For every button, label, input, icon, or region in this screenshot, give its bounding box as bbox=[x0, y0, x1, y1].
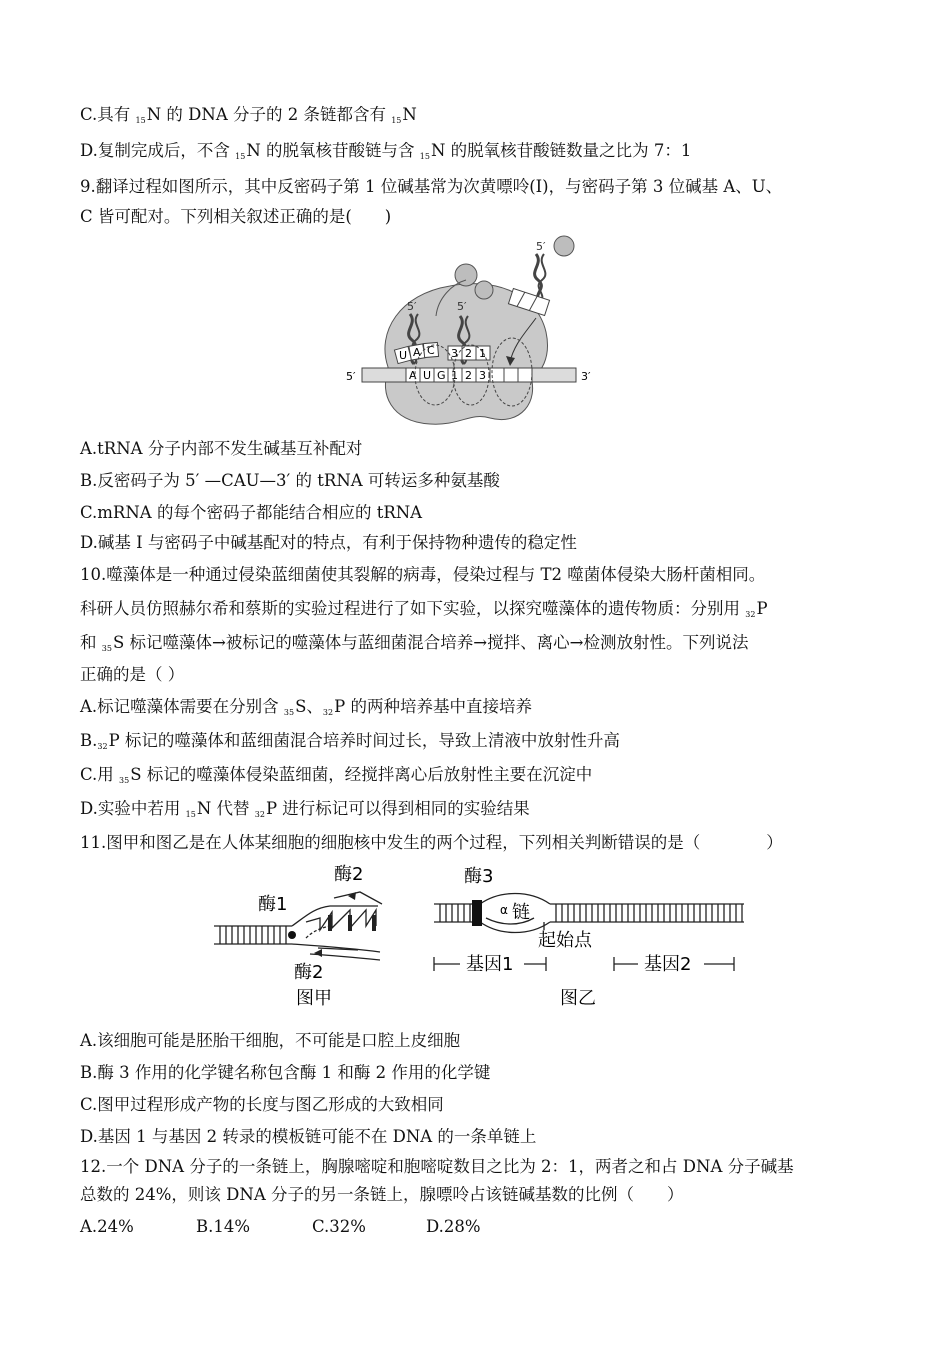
q11-option-a: A.该细胞可能是胚胎干细胞，不可能是口腔上皮细胞 bbox=[80, 1031, 461, 1050]
five-prime-label: 5′ bbox=[536, 240, 546, 253]
svg-text:3: 3 bbox=[479, 369, 486, 382]
q10-option-c: C.用 $_{35}$S 标记的噬藻体侵染蓝细菌，经搅拌离心后放射性主要在沉淀中 bbox=[80, 765, 593, 785]
q11-option-d: D.基因 1 与基因 2 转录的模板链可能不在 DNA 的一条单链上 bbox=[80, 1127, 537, 1146]
q12-stem-line2: 总数的 24%，则该 DNA 分子的另一条链上，腺嘌呤占该链碱基数的比例（ ） bbox=[80, 1185, 684, 1204]
mrna-5prime-label: 5′ bbox=[346, 370, 356, 383]
five-prime-label: 5′ bbox=[407, 300, 417, 313]
chain-label: 链 bbox=[512, 902, 530, 923]
replication-transcription-diagram bbox=[210, 860, 750, 1010]
q9-option-c: C.mRNA 的每个密码子都能结合相应的 tRNA bbox=[80, 503, 423, 522]
svg-text:A: A bbox=[413, 346, 421, 359]
enzyme1-label: 酶1 bbox=[258, 894, 288, 915]
q12-options bbox=[80, 1216, 890, 1238]
q11-stem: 11.图甲和图乙是在人体某细胞的细胞核中发生的两个过程，下列相关判断错误的是（ ） bbox=[80, 833, 783, 852]
mrna-3prime-label: 3′ bbox=[581, 370, 591, 383]
q9-option-b: B.反密码子为 5′ —CAU—3′ 的 tRNA 可转运多种氨基酸 bbox=[80, 471, 500, 490]
gene2-label: 基因2 bbox=[644, 954, 692, 975]
q10-option-d: D.实验中若用 $_{15}$N 代替 $_{32}$P 进行标记可以得到相同的实验结果 bbox=[80, 799, 530, 819]
q12-option-a: A.24% bbox=[80, 1217, 134, 1236]
q10-stem-line2: 科研人员仿照赫尔希和蔡斯的实验过程进行了如下实验，以探究噬藻体的遗传物质：分别用 $_{32}$P bbox=[80, 599, 768, 619]
svg-text:1: 1 bbox=[451, 369, 458, 382]
q9-stem-line2: C 皆可配对。下列相关叙述正确的是( ) bbox=[80, 207, 392, 226]
enzyme2-bottom-label: 酶2 bbox=[294, 962, 324, 983]
q10-stem-line1: 10.噬藻体是一种通过侵染蓝细菌使其裂解的病毒，侵染过程与 T2 噬菌体侵染大肠杆菌相同。 bbox=[80, 565, 766, 584]
q12-stem-line1: 12.一个 DNA 分子的一条链上，胸腺嘧啶和胞嘧啶数目之比为 2：1，两者之和占 DNA 分子碱基 bbox=[80, 1157, 794, 1176]
q9-option-a: A.tRNA 分子内部不发生碱基互补配对 bbox=[80, 439, 363, 458]
svg-text:1: 1 bbox=[479, 347, 486, 360]
alpha-label: α bbox=[500, 903, 508, 917]
svg-text:C: C bbox=[427, 344, 435, 357]
enzyme3-label: 酶3 bbox=[464, 866, 494, 887]
q9-stem-line1: 9.翻译过程如图所示，其中反密码子第 1 位碱基常为次黄嘌呤(I)，与密码子第 3 位碱基 A、U、 bbox=[80, 177, 783, 196]
q10-stem-line3: 和 $_{35}$S 标记噬藻体→被标记的噬藻体与蓝细菌混合培养→搅拌、离心→检测放射性。下列说法 bbox=[80, 633, 749, 653]
five-prime-label: 5′ bbox=[457, 300, 467, 313]
svg-text:3: 3 bbox=[451, 347, 458, 360]
svg-text:G: G bbox=[437, 369, 446, 382]
svg-text:U: U bbox=[399, 349, 408, 362]
q8-option-d: D.复制完成后，不含 $_{15}$N 的脱氧核苷酸链与含 $_{15}$N 的脱氧核苷酸链数量之比为 7：1 bbox=[80, 141, 692, 161]
q11-option-c: C.图甲过程形成产物的长度与图乙形成的大致相同 bbox=[80, 1095, 444, 1114]
svg-text:2: 2 bbox=[465, 347, 472, 360]
q12-option-c: C.32% bbox=[312, 1217, 366, 1236]
q8-option-c: C.具有 $_{15}$N 的 DNA 分子的 2 条链都含有 $_{15}$N bbox=[80, 105, 417, 125]
svg-text:A: A bbox=[409, 369, 417, 382]
figure-a-caption: 图甲 bbox=[296, 988, 332, 1009]
enzyme2-top-label: 酶2 bbox=[334, 864, 364, 885]
svg-text:U: U bbox=[423, 369, 432, 382]
figure-b-caption: 图乙 bbox=[560, 988, 596, 1009]
q12-option-d: D.28% bbox=[426, 1217, 481, 1236]
svg-text:2: 2 bbox=[465, 369, 472, 382]
gene1-label: 基因1 bbox=[466, 954, 514, 975]
q11-option-b: B.酶 3 作用的化学键名称包含酶 1 和酶 2 作用的化学键 bbox=[80, 1063, 491, 1082]
translation-diagram bbox=[340, 232, 610, 432]
q12-option-b: B.14% bbox=[196, 1217, 251, 1236]
q10-stem-line4: 正确的是（ ） bbox=[80, 665, 185, 684]
q10-option-a: A.标记噬藻体需要在分别含 $_{35}$S、$_{32}$P 的两种培养基中直接培养 bbox=[80, 697, 532, 717]
q9-option-d: D.碱基 I 与密码子中碱基配对的特点，有利于保持物种遗传的稳定性 bbox=[80, 533, 577, 552]
start-point-label: 起始点 bbox=[538, 930, 592, 951]
q10-option-b: $B._{32}P$ 标记的噬藻体和蓝细菌混合培养时间过长，导致上清液中放射性升高 bbox=[80, 731, 620, 751]
